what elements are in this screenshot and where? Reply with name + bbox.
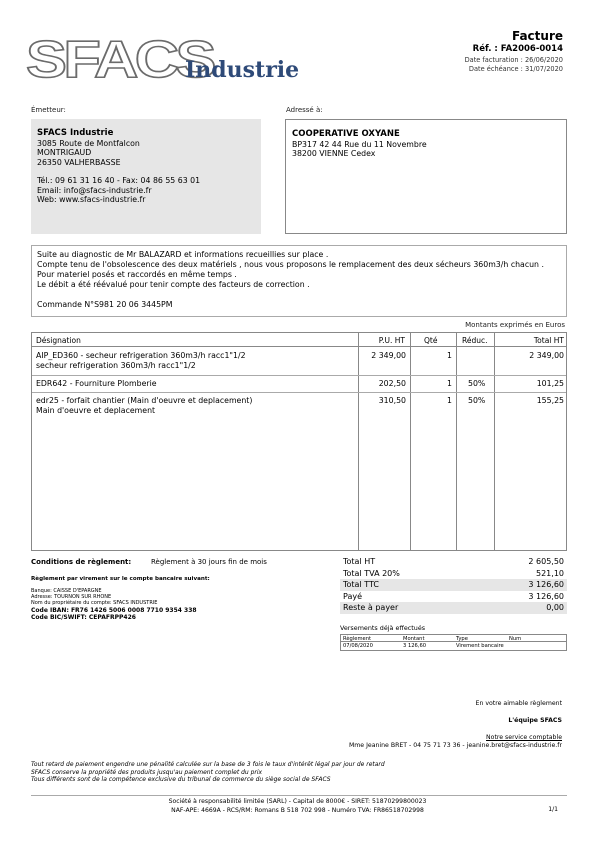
payment-conditions bbox=[31, 557, 331, 622]
remaining-label: Reste à payer bbox=[343, 603, 399, 612]
emitter-label: Émetteur: bbox=[31, 106, 66, 114]
emitter-address-3: 26350 VALHERBASSE bbox=[37, 157, 121, 167]
total-ht-label: Total HT bbox=[343, 557, 376, 566]
row-separator bbox=[32, 375, 566, 376]
team-name: L'équipe SFACS bbox=[508, 717, 562, 724]
bank-address: Adresse: TOURNON SUR RHONE bbox=[31, 594, 112, 601]
accounting-service: Notre service comptable bbox=[486, 734, 562, 741]
recipient-box bbox=[285, 119, 567, 234]
bic: Code BIC/SWIFT: CEPAFRPP426 bbox=[31, 614, 136, 622]
note-line: Le débit a été réévalué pour tenir compte des facteurs de correction . bbox=[37, 280, 310, 289]
footer bbox=[0, 797, 595, 815]
row-designation: edr25 - forfait chantier (Main d'oeuvre et deplacement) bbox=[36, 396, 253, 405]
row-discount: 50% bbox=[468, 396, 486, 405]
row-total: 101,25 bbox=[536, 379, 564, 388]
header-total: Total HT bbox=[533, 336, 564, 345]
invoice-date: Date facturation : 26/06/2020 bbox=[464, 56, 563, 64]
invoice-title: Facture bbox=[511, 29, 563, 43]
total-tva-row bbox=[340, 568, 567, 580]
table-row bbox=[32, 396, 566, 422]
row-qty: 1 bbox=[447, 379, 452, 388]
payment-amount: 3 126,60 bbox=[403, 643, 427, 649]
logo-subtitle: Industrie bbox=[185, 57, 300, 83]
remaining-row bbox=[340, 602, 567, 614]
row-detail: secheur refrigeration 360m3/h racc1"1/2 bbox=[36, 361, 196, 370]
legal-line: Tout retard de paiement engendre une pénalité calculée sur la base de 3 fois le taux d'intérêt légal par jour de retard bbox=[31, 761, 385, 768]
recipient-label: Adressé à: bbox=[286, 106, 323, 114]
iban: Code IBAN: FR76 1426 5006 0008 7710 9354 338 bbox=[31, 606, 197, 614]
row-qty: 1 bbox=[447, 351, 452, 360]
payments-header-payment: Règlement bbox=[343, 636, 372, 642]
row-total: 155,25 bbox=[536, 396, 564, 405]
row-designation: AIP_ED360 - secheur refrigeration 360m3/h racc1"1/2 bbox=[36, 351, 246, 360]
logo-mark: SFACS bbox=[26, 31, 213, 89]
table-row bbox=[32, 351, 566, 377]
header-discount: Réduc. bbox=[462, 336, 488, 345]
emitter-web: Web: www.sfacs-industrie.fr bbox=[37, 195, 146, 205]
footer-line-2: NAF-APE: 4669A - RCS/RM: Romans B 518 702 998 - Numéro TVA: FR86518702998 bbox=[171, 807, 424, 814]
footer-divider bbox=[31, 795, 567, 796]
payments-title: Versements déjà effectués bbox=[340, 624, 426, 632]
total-tva-label: Total TVA 20% bbox=[343, 568, 400, 578]
payments-table bbox=[340, 634, 567, 651]
note-line: Pour materiel posés et raccordés en même temps . bbox=[37, 270, 237, 279]
row-unit-price: 310,50 bbox=[378, 396, 406, 405]
invoice-reference: Réf. : FA2006-0014 bbox=[472, 44, 563, 54]
total-ht-value: 2 605,50 bbox=[528, 557, 564, 566]
payments-header bbox=[341, 634, 566, 642]
recipient-name: COOPERATIVE OXYANE bbox=[292, 129, 400, 139]
payments-header-amount: Montant bbox=[403, 636, 425, 642]
note-line: Compte tenu de l'obsolescence des deux matériels , nous vous proposons le remplacement des deux sécheurs 360m3/h chacun . bbox=[37, 260, 544, 269]
accounting-contact: Mme Jeanine BRET - 04 75 71 73 36 - jeanine.bret@sfacs-industrie.fr bbox=[348, 742, 562, 749]
emitter-address-2: MONTRIGAUD bbox=[37, 148, 92, 158]
header-unit-price: P.U. HT bbox=[378, 336, 405, 345]
emitter-box bbox=[31, 119, 261, 234]
conditions-label: Conditions de règlement: bbox=[31, 558, 132, 566]
payments-header-type: Type bbox=[456, 636, 468, 642]
payment-type: Virement bancaire bbox=[456, 643, 504, 649]
table-row bbox=[32, 379, 566, 393]
total-ht-row bbox=[340, 556, 567, 568]
row-separator bbox=[32, 392, 566, 393]
row-designation: EDR642 - Fourniture Plomberie bbox=[36, 379, 157, 388]
row-unit-price: 202,50 bbox=[378, 379, 406, 388]
page-number: 1/1 bbox=[548, 806, 558, 813]
note-line: Suite au diagnostic de Mr BALAZARD et informations recueillies sur place . bbox=[37, 250, 329, 259]
public-note bbox=[31, 245, 567, 317]
table-header bbox=[32, 333, 566, 347]
due-date: Date échéance : 31/07/2020 bbox=[468, 65, 563, 73]
emitter-email: Email: info@sfacs-industrie.fr bbox=[37, 185, 152, 195]
greeting: En votre aimable règlement bbox=[475, 700, 562, 707]
remaining-value: 0,00 bbox=[546, 603, 564, 612]
conditions-value: Règlement à 30 jours fin de mois bbox=[151, 558, 267, 566]
legal-mentions bbox=[31, 761, 451, 784]
total-tva-value: 521,10 bbox=[536, 568, 564, 578]
recipient-address-2: 38200 VIENNE Cedex bbox=[292, 149, 376, 159]
invoice-lines-table bbox=[31, 332, 567, 551]
order-reference: Commande N°S981 20 06 3445PM bbox=[37, 300, 173, 309]
row-unit-price: 2 349,00 bbox=[371, 351, 406, 360]
payment-date: 07/08/2020 bbox=[343, 643, 373, 649]
legal-line: SFACS conserve la propriété des produits jusqu'au paiement complet du prix bbox=[31, 768, 263, 776]
header-designation: Désignation bbox=[36, 336, 81, 345]
recipient-address-1: BP317 42 44 Rue du 11 Novembre bbox=[292, 140, 427, 149]
total-ttc-value: 3 126,60 bbox=[528, 580, 564, 589]
legal-line: Tous différents sont de la compétence exclusive du tribunal de commerce du siège social de SFACS bbox=[31, 776, 331, 783]
row-discount: 50% bbox=[468, 379, 486, 388]
emitter-name: SFACS Industrie bbox=[37, 128, 114, 138]
totals-block bbox=[340, 556, 567, 614]
paid-label: Payé bbox=[343, 591, 363, 601]
row-detail: Main d'oeuvre et deplacement bbox=[36, 406, 156, 415]
total-ttc-row bbox=[340, 579, 567, 591]
payments-block bbox=[340, 624, 567, 651]
header-qty: Qté bbox=[424, 336, 438, 345]
row-qty: 1 bbox=[447, 396, 452, 405]
emitter-phone: Tél.: 09 61 31 16 40 - Fax: 04 86 55 63 01 bbox=[37, 176, 201, 186]
payments-header-num: Num bbox=[509, 636, 522, 642]
invoice-title-block bbox=[465, 29, 563, 74]
bank-name: Banque: CAISSE D'EPARGNE bbox=[31, 588, 102, 594]
transfer-title: Règlement par virement sur le compte bancaire suivant: bbox=[31, 576, 210, 582]
account-owner: Nom du propriétaire du compte: SFACS INDUSTRIE bbox=[31, 600, 158, 607]
row-total: 2 349,00 bbox=[529, 351, 564, 360]
total-ttc-label: Total TTC bbox=[343, 580, 379, 589]
currency-note: Montants exprimés en Euros bbox=[465, 321, 565, 329]
emitter-address-1: 3085 Route de Montfalcon bbox=[37, 139, 140, 148]
footer-line-1: Société à responsabilité limitée (SARL) - Capital de 8000€ - SIRET: 51870299800023 bbox=[168, 798, 427, 805]
paid-row bbox=[340, 591, 567, 603]
paid-value: 3 126,60 bbox=[528, 591, 564, 601]
payment-row bbox=[341, 642, 566, 650]
